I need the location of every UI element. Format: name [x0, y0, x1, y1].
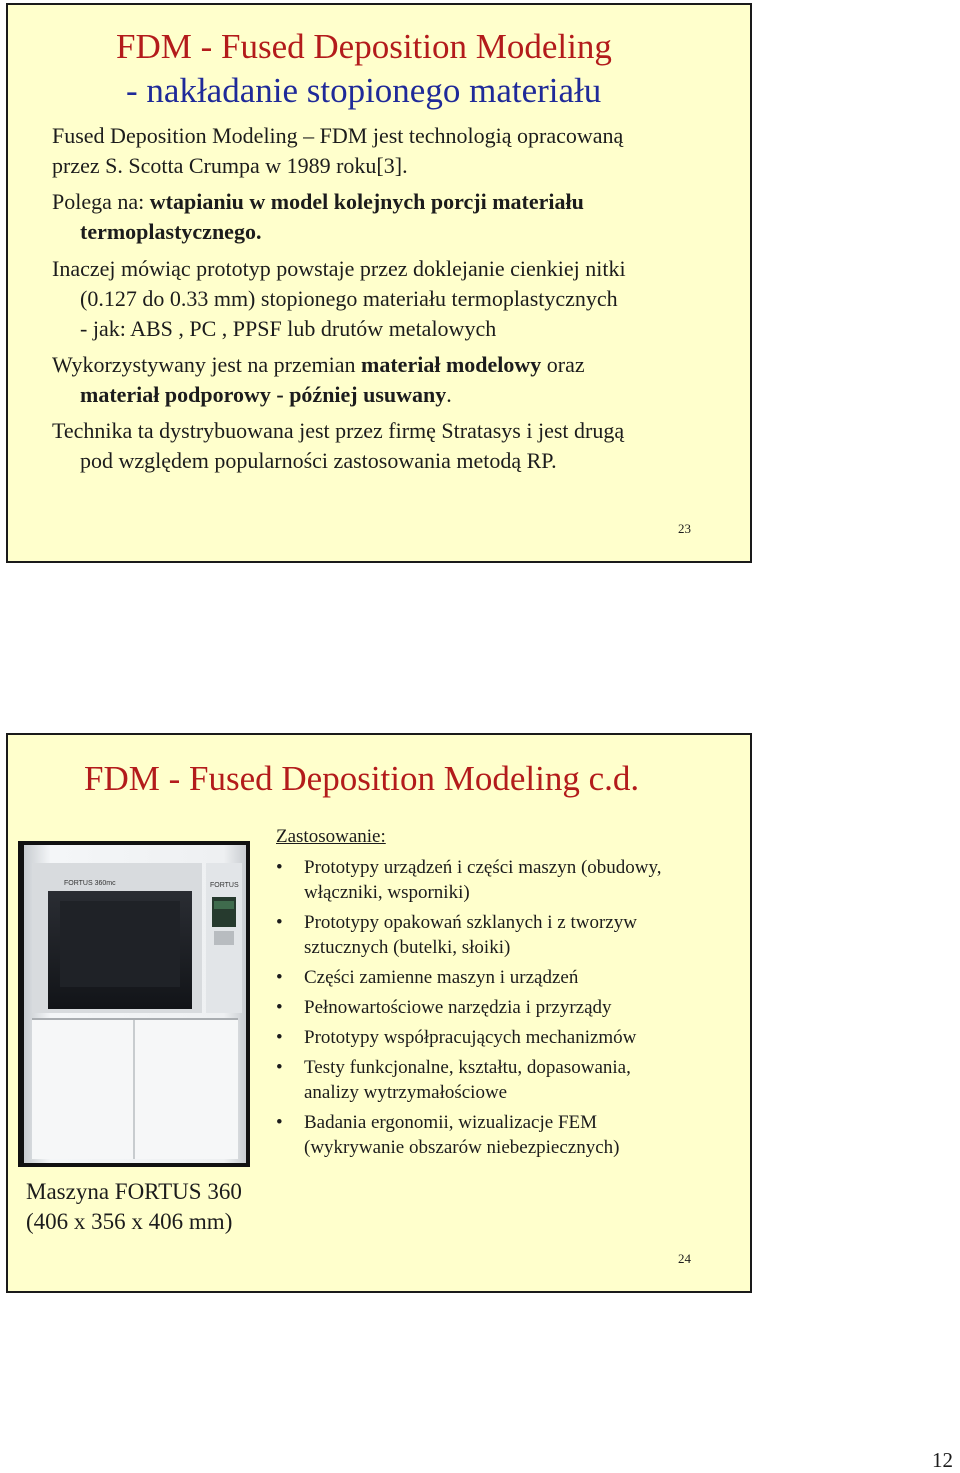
text-line: przez S. Scotta Crumpa w 1989 roku[3].: [52, 153, 408, 178]
item-text: Pełnowartościowe narzędzia i przyrządy: [304, 997, 612, 1018]
item-text: Badania ergonomii, wizualizacje FEM: [304, 1112, 598, 1133]
caption-line: Maszyna FORTUS 360: [26, 1179, 242, 1204]
title-line-2: - nakładanie stopionego materiału: [126, 71, 602, 110]
slide-23: [6, 3, 752, 563]
paragraph-materials: [52, 350, 585, 410]
list-item: [276, 965, 662, 990]
paragraph-description: [52, 254, 626, 344]
text-line: [52, 350, 585, 380]
list-item: [276, 1055, 662, 1105]
fortus-machine-image: [18, 841, 250, 1167]
text-line: Technika ta dystrybuowana jest przez firmę Stratasys i jest drugą: [52, 418, 625, 443]
text-line: [52, 217, 584, 247]
item-text: analizy wytrzymałościowe: [304, 1082, 508, 1103]
list-item: [276, 910, 662, 960]
caption-line: (406 x 356 x 406 mm): [26, 1209, 233, 1234]
bold-text: materiał podporowy - później usuwany: [80, 382, 447, 407]
slide-title: [116, 25, 612, 113]
bold-text: wtapianiu w model kolejnych porcji materiału: [149, 189, 584, 214]
item-text: sztucznych (butelki, słoiki): [304, 937, 511, 958]
bullet-icon: •: [276, 1112, 283, 1133]
item-text: (wykrywanie obszarów niebezpiecznych): [304, 1137, 620, 1158]
bullet-icon: •: [276, 857, 283, 878]
item-text: Prototypy urządzeń i części maszyn (obudowy,: [304, 857, 662, 878]
bullet-icon: •: [276, 997, 283, 1018]
list-item: [276, 1025, 662, 1050]
text-span: .: [446, 382, 452, 407]
item-text: Części zamienne maszyn i urządzeń: [304, 967, 579, 988]
paragraph-method: [52, 187, 584, 247]
text-span: Polega na:: [52, 189, 150, 214]
bullet-icon: •: [276, 912, 283, 933]
item-text: Testy funkcjonalne, kształtu, dopasowania,: [304, 1057, 631, 1078]
slide-number: 24: [678, 1251, 691, 1266]
slide-number: 23: [678, 521, 691, 536]
page-number: 12: [932, 1448, 953, 1472]
text-line: [52, 380, 585, 410]
title-line-1: FDM - Fused Deposition Modeling: [116, 27, 612, 66]
bullet-icon: •: [276, 967, 283, 988]
slide-title: FDM - Fused Deposition Modeling c.d.: [84, 759, 640, 798]
applications-heading: Zastosowanie:: [276, 826, 386, 847]
slide-24: [6, 733, 752, 1293]
paragraph-intro: [52, 121, 623, 181]
image-caption: [26, 1177, 242, 1237]
machine-label-right: FORTUS: [210, 882, 239, 889]
bullet-icon: •: [276, 1027, 283, 1048]
list-item: [276, 855, 662, 905]
machine-label-left: FORTUS 360mc: [64, 880, 116, 887]
item-text: Prototypy współpracujących mechanizmów: [304, 1027, 637, 1048]
text-line: (0.127 do 0.33 mm) stopionego materiału termoplastycznych: [80, 286, 618, 311]
text-span: oraz: [541, 352, 585, 377]
bullet-icon: •: [276, 1057, 283, 1078]
text-line: - jak: ABS , PC , PPSF lub drutów metalowych: [80, 316, 497, 341]
bold-text: termoplastycznego.: [80, 219, 262, 244]
applications-list: [276, 855, 662, 1165]
bold-text: materiał modelowy: [361, 352, 542, 377]
text-span: Wykorzystywany jest na przemian: [52, 352, 362, 377]
list-item: [276, 1110, 662, 1160]
list-item: [276, 995, 662, 1020]
text-line: Inaczej mówiąc prototyp powstaje przez doklejanie cienkiej nitki: [52, 256, 626, 281]
text-line: pod względem popularności zastosowania metodą RP.: [80, 448, 557, 473]
text-line: Fused Deposition Modeling – FDM jest technologią opracowaną: [52, 123, 624, 148]
paragraph-distribution: [52, 416, 624, 476]
item-text: włączniki, wsporniki): [304, 882, 470, 903]
text-line: [52, 187, 584, 217]
item-text: Prototypy opakowań szklanych i z tworzyw: [304, 912, 637, 933]
